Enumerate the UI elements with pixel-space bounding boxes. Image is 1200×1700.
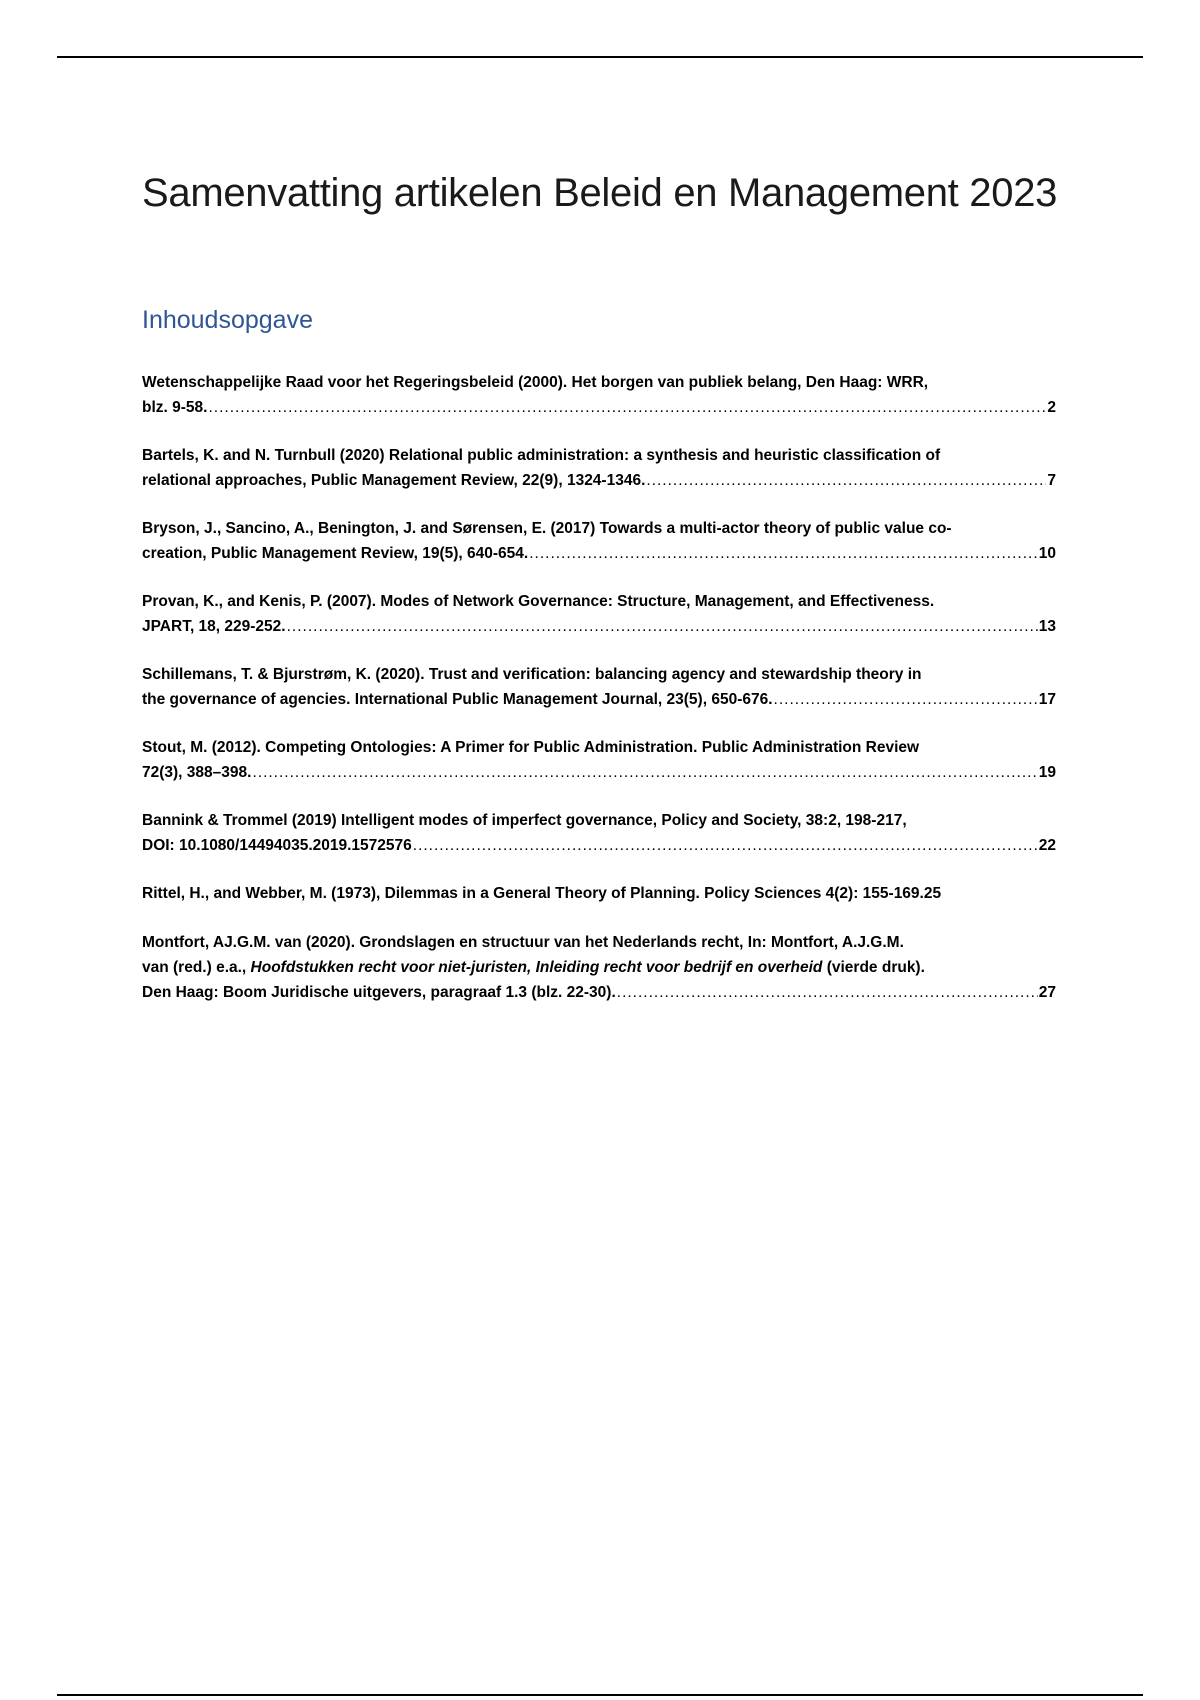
toc-leader [413,833,1038,858]
toc-entry-text: Stout, M. (2012). Competing Ontologies: A Primer for Public Administration. Public Administration Review [142,739,920,756]
toc-entry-text: relational approaches, Public Management Review, 22(9), 1324-1346. [142,472,646,489]
toc-entry-schillemans[interactable] [142,662,1056,712]
toc-entry-text: creation, Public Management Review, 19(5), 640-654. [142,545,529,562]
toc-entry-text: Montfort, AJ.G.M. van (2020). Grondslagen en structuur van het Nederlands recht, In: Montfort, A.J.G.M. [142,934,904,951]
table-of-contents [142,370,1056,1028]
toc-leader [646,468,1046,493]
toc-leader [617,980,1038,1005]
toc-leader [208,395,1046,420]
toc-entry-montfort[interactable] [142,930,1056,1005]
toc-page-number: 13 [1038,618,1056,635]
document-title: Samenvatting artikelen Beleid en Management 2023 [142,170,1058,215]
toc-page-number: 22 [1038,837,1056,854]
toc-page-number: 2 [1047,399,1056,416]
toc-page-number: 17 [1038,691,1056,708]
toc-entry-text: Provan, K., and Kenis, P. (2007). Modes of Network Governance: Structure, Management, and Effectiveness. [142,593,935,610]
toc-entry-text: Bryson, J., Sancino, A., Benington, J. and Sørensen, E. (2017) Towards a multi-actor theory of public value co- [142,520,952,537]
toc-leader [529,541,1038,566]
toc-entry-text: van (red.) e.a., [142,959,251,976]
toc-entry-text: 72(3), 388–398. [142,764,252,781]
toc-page-number: 10 [1038,545,1056,562]
toc-leader [252,760,1037,785]
toc-entry-text: the governance of agencies. International Public Management Journal, 23(5), 650-676. [142,691,773,708]
toc-page-number: 19 [1038,764,1056,781]
toc-entry-bartels[interactable] [142,443,1056,493]
toc-entry-italic-title: Hoofdstukken recht voor niet-juristen, Inleiding recht voor bedrijf en overheid [250,959,823,976]
toc-entry-text: blz. 9-58. [142,399,208,416]
header-rule [57,56,1143,58]
toc-entry-stout[interactable] [142,735,1056,785]
toc-entry-provan[interactable] [142,589,1056,639]
toc-leader [774,687,1038,712]
toc-entry-text: (vierde druk). [822,959,925,976]
toc-entry-text: Wetenschappelijke Raad voor het Regeringsbeleid (2000). Het borgen van publiek belang, Den Haag: WRR, [142,374,929,391]
toc-heading: Inhoudsopgave [142,306,313,334]
toc-entry-rittel[interactable] [142,881,1056,906]
toc-entry-text: Den Haag: Boom Juridische uitgevers, paragraaf 1.3 (blz. 22-30). [142,984,616,1001]
toc-entry-text: Bartels, K. and N. Turnbull (2020) Relational public administration: a synthesis and heuristic classification of [142,447,941,464]
toc-page-number: 27 [1038,984,1056,1001]
toc-entry-bannink[interactable] [142,808,1056,858]
toc-entry-bryson[interactable] [142,516,1056,566]
toc-entry-text: DOI: 10.1080/14494035.2019.1572576 [142,837,412,854]
toc-page-number: 25 [923,885,942,902]
toc-entry-text: Rittel, H., and Webber, M. (1973), Dilemmas in a General Theory of Planning. Policy Sciences 4(2): 155-169. [142,885,924,902]
footer-rule [57,1694,1143,1696]
toc-entry-text: JPART, 18, 229-252. [142,618,286,635]
toc-page-number: 7 [1047,472,1056,489]
toc-entry-text: Schillemans, T. & Bjurstrøm, K. (2020). Trust and verification: balancing agency and stewardship theory in [142,666,922,683]
toc-leader [287,614,1038,639]
toc-entry-text: Bannink & Trommel (2019) Intelligent modes of imperfect governance, Policy and Society, 38:2, 198-217, [142,812,907,829]
toc-entry-wrr[interactable] [142,370,1056,420]
